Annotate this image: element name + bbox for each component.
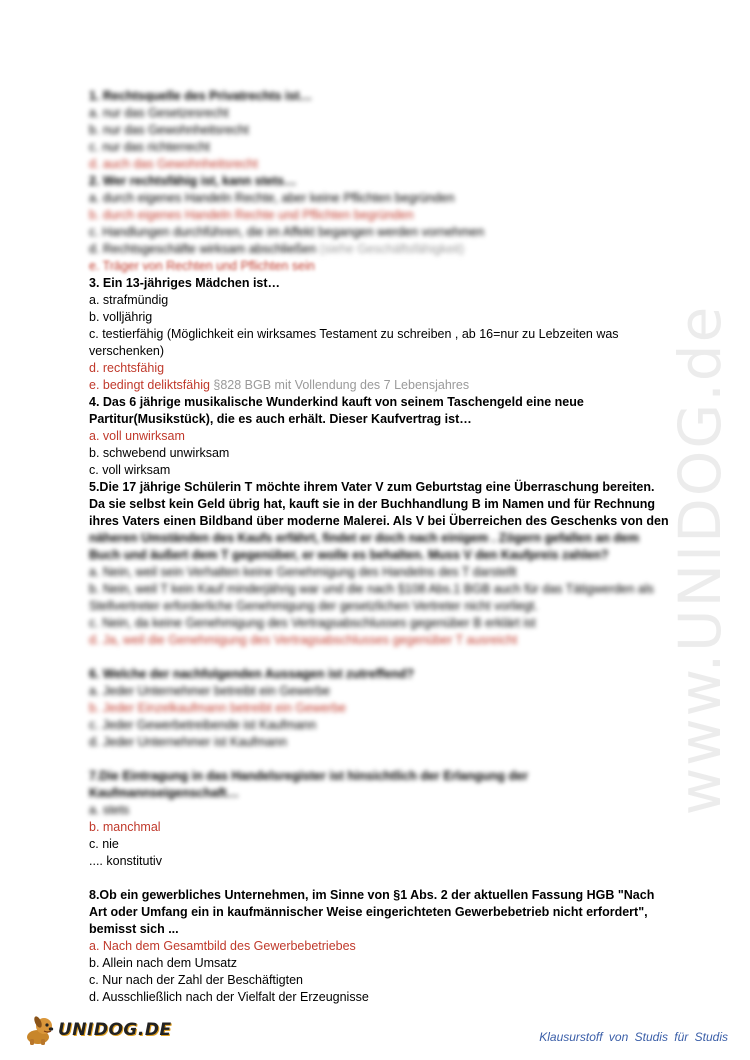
answer-option: a. durch eigenes Handeln Rechte, aber keine Pflichten begründen <box>89 191 455 205</box>
answer-text: d. Rechtsgeschäfte wirksam abschließen <box>89 242 317 256</box>
question-text: 1. Rechtsquelle des Privatrechts ist… <box>89 89 313 103</box>
answer-option: d. Jeder Unternehmer ist Kaufmann <box>89 735 288 749</box>
answer-option: b. schwebend unwirksam <box>89 446 230 460</box>
question-3 <box>89 275 669 394</box>
answer-option-correct: b. manchmal <box>89 820 161 834</box>
question-text: 5.Die 17 jährige Schülerin T möchte ihrem Vater V zum Geburtstag eine Überraschung bereiten. Da sie selbst kein Geld übrig hat, kauft sie in der Buchhandlung B im Namen und für Rechnung ihres Vaters einen Bildband über moderne Malerei. Als V bei Überreichen des Geschenks von den <box>89 480 669 528</box>
question-6 <box>89 666 669 751</box>
question-7 <box>89 768 669 870</box>
answer-option: c. nur das richterrecht <box>89 140 210 154</box>
unidog-logo <box>22 1010 172 1050</box>
answer-option-correct <box>89 377 669 394</box>
answer-option: b. Nein, weil T kein Kauf minderjährig war und die nach §108 Abs.1 BGB auch für das Tätigwerden als Stellvertreter erforderliche Genehmigung der gesetzlichen Vertreter nicht vorliegt. <box>89 582 654 613</box>
question-text: 6. Welche der nachfolgenden Aussagen ist zutreffend? <box>89 667 415 681</box>
answer-option: c. Handlungen durchführen, die im Affekt begangen werden vornehmen <box>89 225 485 239</box>
logo-text: UNIDOG.DE <box>58 1020 172 1040</box>
answer-option: b. nur das Gewohnheitsrecht <box>89 123 249 137</box>
question-1 <box>89 88 669 173</box>
dog-mascot-icon <box>22 1013 56 1047</box>
answer-option-correct: b. Jeder Einzelkaufmann betreibt ein Gewerbe <box>89 701 347 715</box>
question-text-continued: näheren Umständen des Kaufs erfährt, findet er doch nach einigem . Zögern gefallen an dem Buch und äußert dem T gegenüber, er wolle es behalten. Muss V den Kaufpreis zahlen? <box>89 531 640 562</box>
answer-option: .... konstitutiv <box>89 854 162 868</box>
watermark: www.UNIDOG.de <box>666 304 734 816</box>
question-text: 7.Die Eintragung in das Handelsregister ist hinsichtlich der Erlangung der Kaufmannseigenschaft… <box>89 769 528 800</box>
answer-option <box>89 241 669 258</box>
question-text: 2. Wer rechtsfähig ist, kann stets… <box>89 174 297 188</box>
answer-option: a. nur das Gesetzesrecht <box>89 106 229 120</box>
answer-option: a. strafmündig <box>89 293 169 307</box>
answer-note: (siehe Geschäftsfähigkeit) <box>319 242 465 256</box>
answer-option-correct: e. Träger von Rechten und Pflichten sein <box>89 259 315 273</box>
answer-option-correct: b. durch eigenes Handeln Rechte und Pflichten begründen <box>89 208 414 222</box>
answer-note: §828 BGB mit Vollendung des 7 Lebensjahres <box>213 378 470 392</box>
question-8 <box>89 887 669 1006</box>
answer-option: c. testierfähig (Möglichkeit ein wirksames Testament zu schreiben , ab 16=nur zu Lebzeiten was verschenken) <box>89 327 619 358</box>
answer-option: a. stets <box>89 803 130 817</box>
answer-option: c. voll wirksam <box>89 463 171 477</box>
question-text: 3. Ein 13-jähriges Mädchen ist… <box>89 276 281 290</box>
answer-option: c. nie <box>89 837 119 851</box>
answer-option: d. Ausschließlich nach der Vielfalt der Erzeugnisse <box>89 990 369 1004</box>
answer-option: c. Jeder Gewerbetreibende ist Kaufmann <box>89 718 317 732</box>
answer-option-correct: a. Nach dem Gesamtbild des Gewerbebetriebes <box>89 939 356 953</box>
quiz-content <box>89 88 669 1006</box>
question-text: 4. Das 6 jährige musikalische Wunderkind kauft von seinem Taschengeld eine neue Partitur(Musikstück), die es auch erhält. Dieser Kaufvertrag ist… <box>89 395 584 426</box>
question-text: 8.Ob ein gewerbliches Unternehmen, im Sinne von §1 Abs. 2 der aktuellen Fassung HGB "Nach Art oder Umfang ein in kaufmännischer Weise eingerichteten Gewerbebetrieb nicht erfordert", bemisst sich ... <box>89 888 655 936</box>
answer-option-correct: d. auch das Gewohnheitsrecht <box>89 157 258 171</box>
answer-option: c. Nein, da keine Genehmigung des Vertragsabschlusses gegenüber B erklärt ist <box>89 616 536 630</box>
footer-tagline: Klausurstoff von Studis für Studis <box>539 1030 728 1044</box>
answer-option: b. Allein nach dem Umsatz <box>89 956 237 970</box>
answer-option: a. Nein, weil sein Verhalten keine Genehmigung des Handelns des T darstellt <box>89 565 517 579</box>
answer-option: c. Nur nach der Zahl der Beschäftigten <box>89 973 304 987</box>
question-5 <box>89 479 669 649</box>
answer-option-correct: d. rechtsfähig <box>89 361 165 375</box>
question-4 <box>89 394 669 479</box>
question-2 <box>89 173 669 275</box>
answer-option-correct: a. voll unwirksam <box>89 429 185 443</box>
answer-option: b. volljährig <box>89 310 153 324</box>
answer-option-correct: d. Ja, weil die Genehmigung des Vertragsabschlusses gegenüber T ausreicht <box>89 633 518 647</box>
answer-option: a. Jeder Unternehmer betreibt ein Gewerbe <box>89 684 331 698</box>
answer-text: e. bedingt deliktsfähig <box>89 378 210 392</box>
